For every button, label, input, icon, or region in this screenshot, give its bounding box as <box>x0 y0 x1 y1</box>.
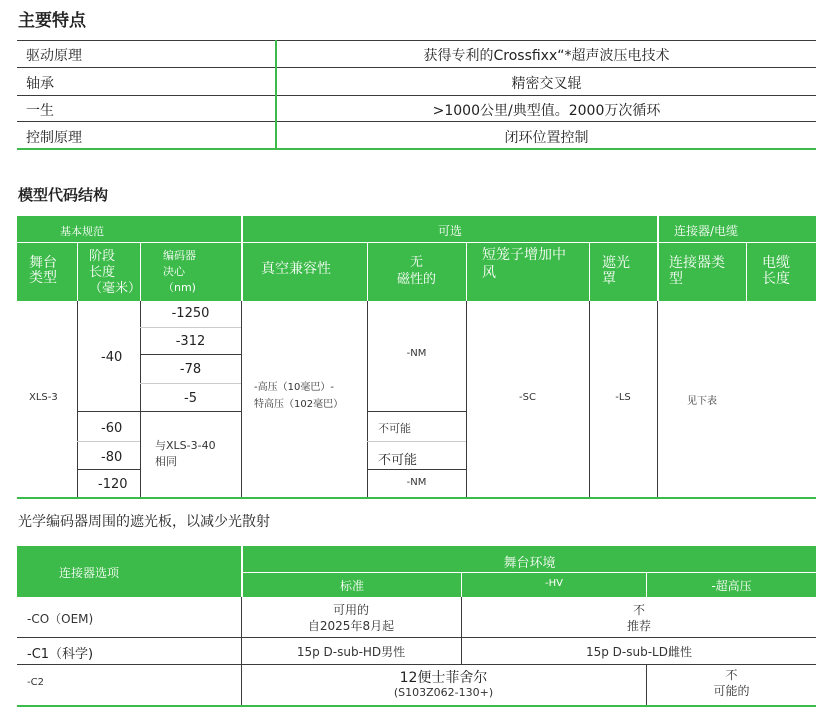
encoder-312: -312 <box>175 334 206 349</box>
env-standard: 标准 <box>339 579 364 593</box>
env-hv: -HV <box>545 578 563 589</box>
stage-model: XLS-3 <box>29 392 58 403</box>
conn-row-c2-uhv: 不 可能的 <box>713 668 750 698</box>
header-stage-environment: 舞台环境 <box>503 556 556 571</box>
env-uhv: -超高压 <box>711 579 752 593</box>
feature-value-life: >1000公里/典型值。2000万次循环 <box>432 103 661 119</box>
section-title-model-code: 模型代码结构 <box>18 186 109 204</box>
group-basic-spec: 基本规范 <box>60 225 104 238</box>
encoder-78: -78 <box>179 362 202 377</box>
length-120: -120 <box>98 477 128 492</box>
group-optional: 可选 <box>437 224 462 238</box>
conn-row-c2-standard-hv: 12便士菲舍尔 <box>399 670 488 686</box>
feature-label-drive: 驱动原理 <box>26 48 82 64</box>
col-header-cable-length: 电缆 长度 <box>762 255 790 287</box>
feature-value-drive: 获得专利的Crossfixx“*超声波压电技术 <box>423 48 670 64</box>
feature-value-bearing: 精密交叉辊 <box>511 76 582 92</box>
nonmag-not-possible-1: 不可能 <box>378 422 411 435</box>
encoder-5: -5 <box>184 391 197 406</box>
col-header-stage-length: 阶段 长度 （毫米） <box>89 249 142 296</box>
conn-row-c1-hv-uhv: 15p D-sub-LD雌性 <box>585 645 692 659</box>
length-40: -40 <box>101 350 123 365</box>
col-header-encoder: 编码器 决心 （nm) <box>163 249 196 294</box>
section-title-features: 主要特点 <box>18 11 86 31</box>
feature-label-life: 一生 <box>26 103 54 119</box>
group-connector-cable: 连接器/电缆 <box>674 224 739 238</box>
col-header-short-cage: 短笼子增加中 风 <box>482 247 566 281</box>
feature-label-bearing: 轴承 <box>26 76 54 92</box>
shield-ls: -LS <box>615 392 631 403</box>
model-code-table <box>17 216 816 500</box>
conn-row-co-hv-uhv: 不 推荐 <box>626 603 651 633</box>
conn-row-co-label: -CO（OEM) <box>27 612 94 626</box>
short-cage-sc: -SC <box>519 392 536 403</box>
feature-value-control: 闭环位置控制 <box>504 130 589 146</box>
col-header-shield: 遮光 罩 <box>602 255 630 287</box>
conn-row-co-standard: 可用的 自2025年8月起 <box>307 603 395 633</box>
nonmag-not-possible-2: 不可能 <box>378 453 418 468</box>
header-connector-options: 连接器选项 <box>59 566 120 580</box>
vacuum-options: -高压（10毫巴）- 特高压（102毫巴） <box>254 382 344 410</box>
connector-see-below: 见下表 <box>687 396 717 407</box>
col-header-vacuum: 真空兼容性 <box>261 261 331 277</box>
col-header-stage-type: 舞台 类型 <box>29 255 57 286</box>
features-table <box>17 40 816 150</box>
col-header-nonmagnetic: 无 磁性的 <box>396 255 436 287</box>
col-header-connector-type: 连接器类 型 <box>669 255 725 287</box>
conn-row-c1-label: -C1（科学) <box>27 647 94 662</box>
encoder-same-as: 与XLS-3-40 相同 <box>155 439 216 468</box>
conn-row-c2-part-number: (S103Z062-130+) <box>393 686 494 699</box>
feature-label-control: 控制原理 <box>26 130 82 146</box>
shield-note: 光学编码器周围的遮光板，以减少光散射 <box>18 514 270 530</box>
conn-row-c2-label: -C2 <box>27 677 44 688</box>
connector-options-table <box>17 546 816 708</box>
length-80: -80 <box>101 450 123 465</box>
nonmag-nm-1: -NM <box>406 348 427 359</box>
encoder-1250: -1250 <box>171 306 210 321</box>
length-60: -60 <box>101 421 123 436</box>
conn-row-c1-standard: 15p D-sub-HD男性 <box>296 645 406 659</box>
nonmag-nm-2: -NM <box>406 477 427 488</box>
